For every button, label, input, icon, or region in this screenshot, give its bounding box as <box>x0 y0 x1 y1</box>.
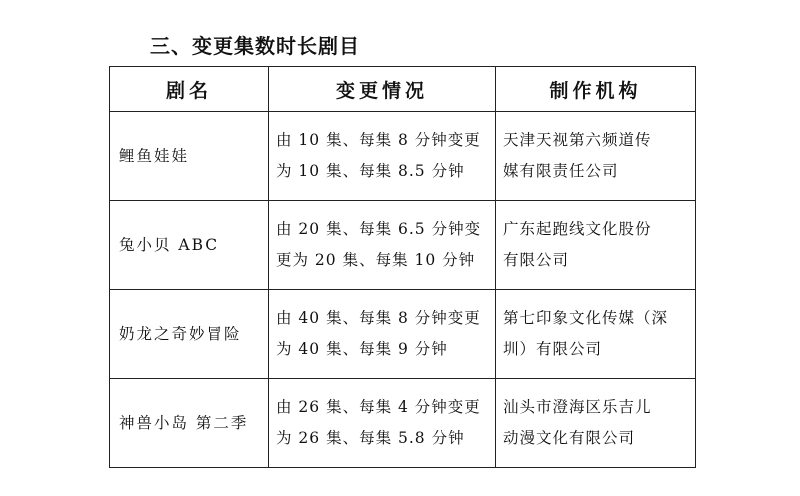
drama-name-cell: 鲤鱼娃娃 <box>110 112 269 201</box>
table-row <box>110 201 696 290</box>
change-line: 由 40 集、每集 8 分钟变更 <box>276 309 481 327</box>
production-company-cell <box>496 201 696 290</box>
company-line: 第七印象文化传媒（深 <box>503 309 669 327</box>
production-company-cell <box>496 112 696 201</box>
change-line: 为 40 集、每集 9 分钟 <box>276 340 448 358</box>
drama-name-cell: 兔小贝 ABC <box>110 201 269 290</box>
company-line: 汕头市澄海区乐吉儿 <box>503 398 652 416</box>
company-line: 广东起跑线文化股份 <box>503 220 652 238</box>
company-line: 圳）有限公司 <box>503 340 603 358</box>
change-line: 由 10 集、每集 8 分钟变更 <box>276 131 481 149</box>
table-header-row <box>110 67 696 112</box>
table-row <box>110 112 696 201</box>
drama-name-cell: 神兽小岛 第二季 <box>110 379 269 468</box>
change-details-cell <box>269 379 496 468</box>
company-line: 媒有限责任公司 <box>503 162 619 180</box>
table-row <box>110 290 696 379</box>
header-drama-name: 剧名 <box>110 67 269 112</box>
header-change-details: 变更情况 <box>269 67 496 112</box>
production-company-cell <box>496 379 696 468</box>
change-line: 为 26 集、每集 5.8 分钟 <box>276 429 465 447</box>
drama-name-cell: 奶龙之奇妙冒险 <box>110 290 269 379</box>
company-line: 有限公司 <box>503 251 570 269</box>
change-line: 由 20 集、每集 6.5 分钟变 <box>276 220 482 238</box>
header-production-company: 制作机构 <box>496 67 696 112</box>
drama-change-table <box>109 66 696 468</box>
change-details-cell <box>269 112 496 201</box>
company-line: 动漫文化有限公司 <box>503 429 636 447</box>
production-company-cell <box>496 290 696 379</box>
company-line: 天津天视第六频道传 <box>503 131 652 149</box>
change-details-cell <box>269 290 496 379</box>
change-details-cell <box>269 201 496 290</box>
table-row <box>110 379 696 468</box>
section-title: 三、变更集数时长剧目 <box>150 34 360 58</box>
change-line: 更为 20 集、每集 10 分钟 <box>276 251 476 269</box>
change-line: 由 26 集、每集 4 分钟变更 <box>276 398 481 416</box>
change-line: 为 10 集、每集 8.5 分钟 <box>276 162 465 180</box>
